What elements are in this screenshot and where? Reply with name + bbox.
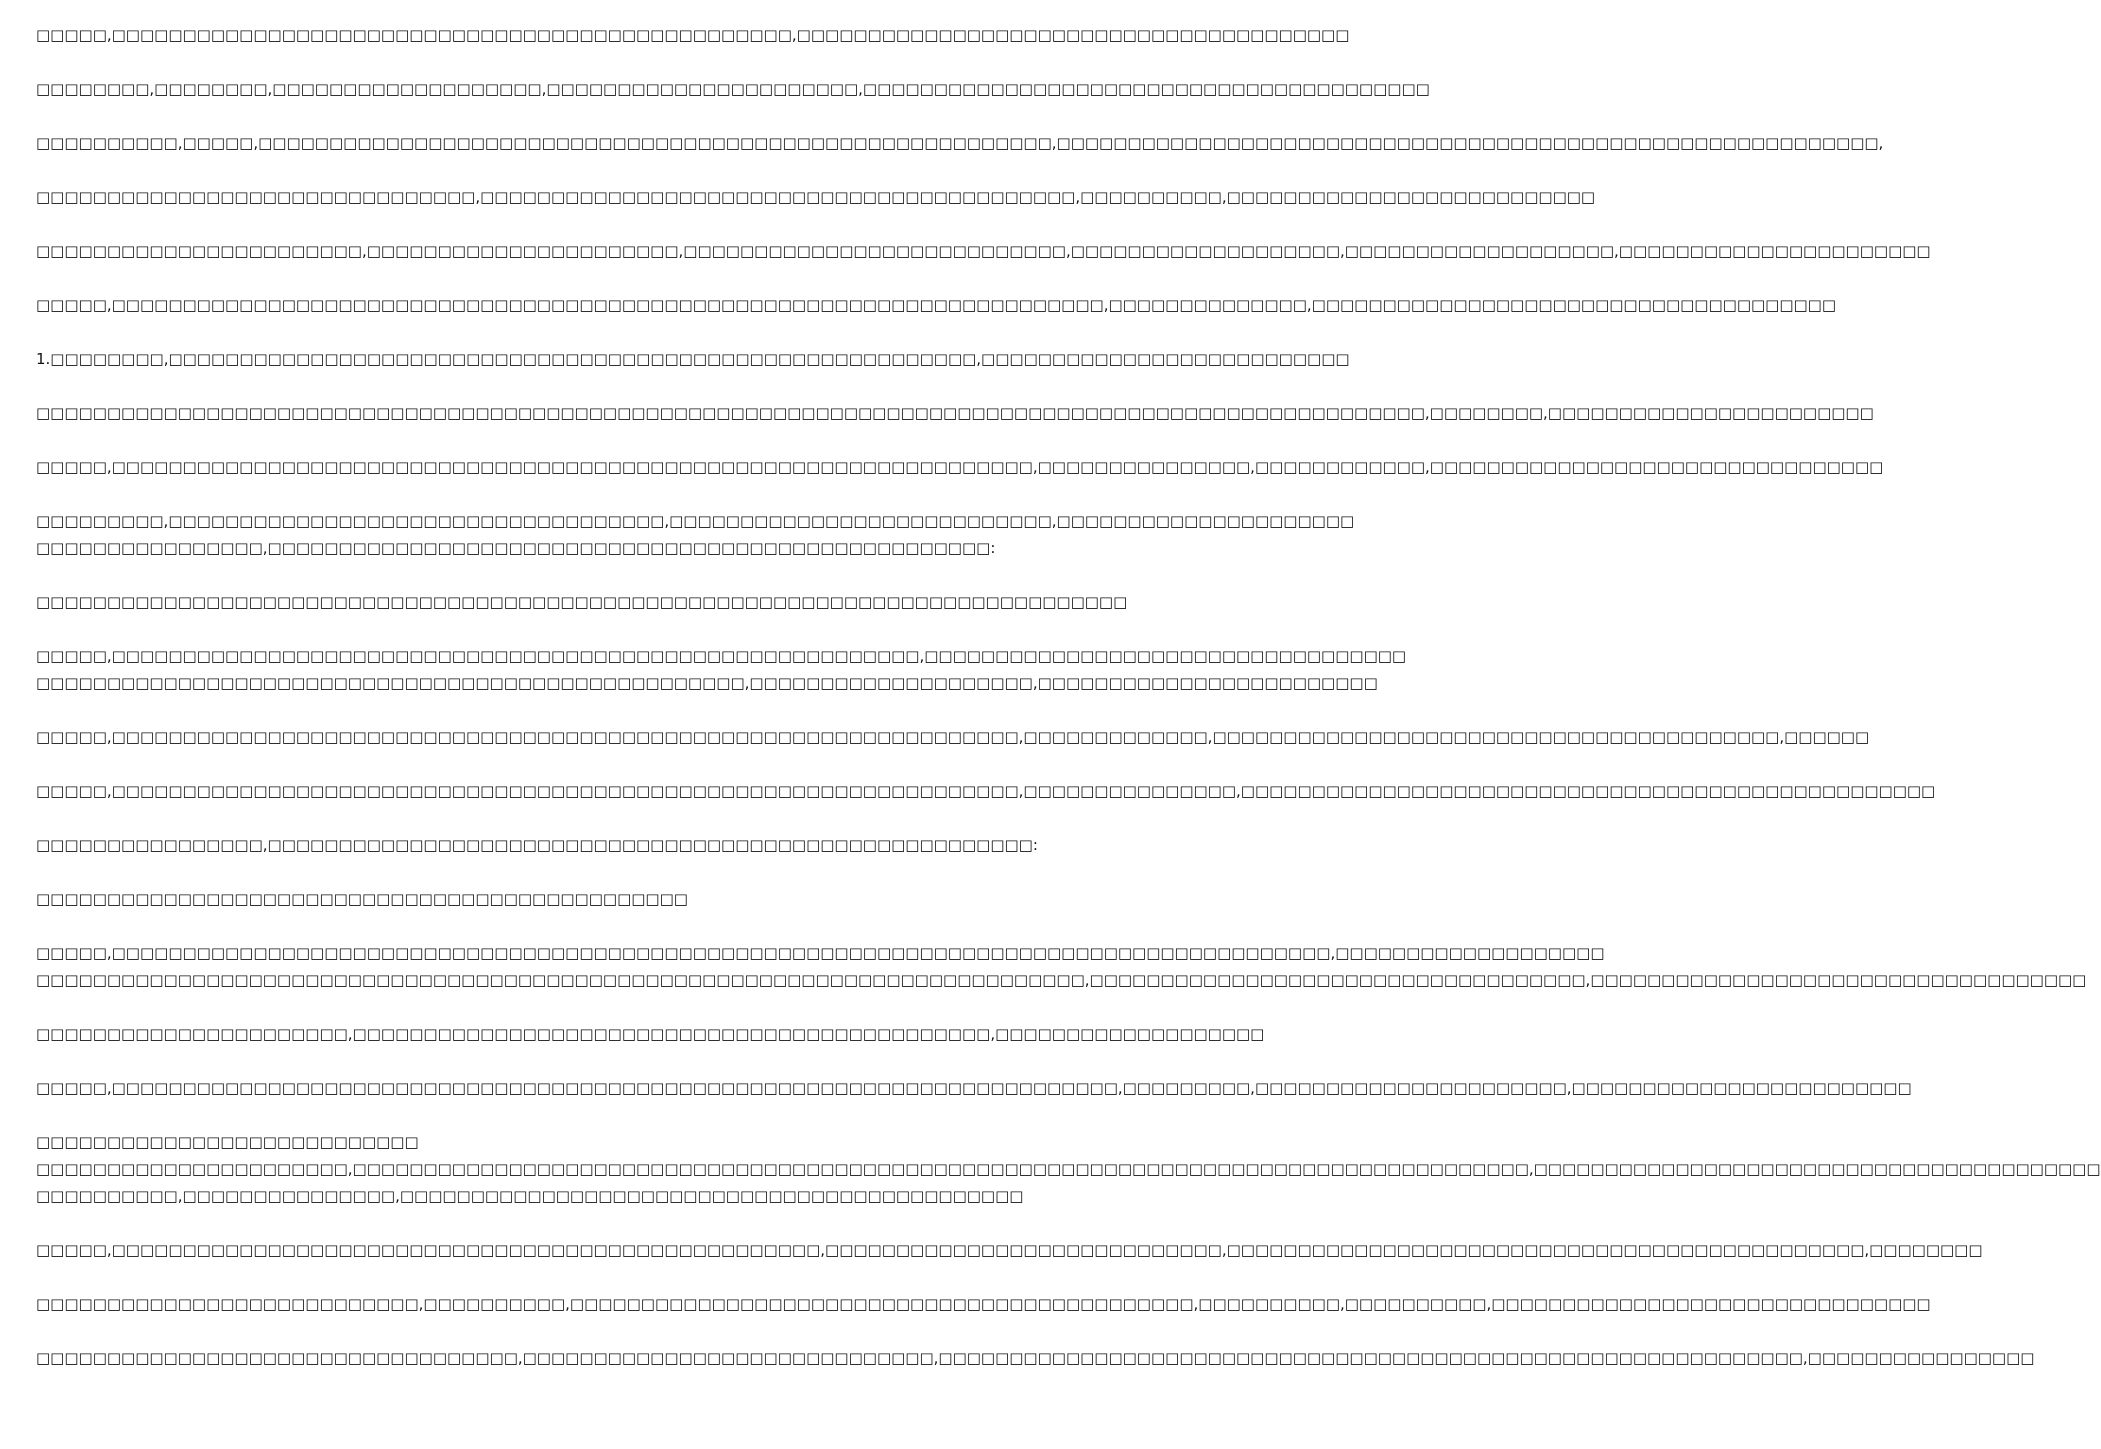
text-line: □□□□□,□□□□□□□□□□□□□□□□□□□□□□□□□□□□□□□□□□□□□□□□□□□□□□□□□□□□□□□□□□□□□□□□,□□□□□□□□□□□□□□□,□□□□□□□□□□□□□□□□□□□□□□□□□□□□□□□□□□□□□□□□□□□□□□□□□ xyxy=(36,782,1936,800)
text-line: □□□□□□□□□□□□□□□□□□□□□□□,□□□□□□□□□□□□□□□□□□□□□□,□□□□□□□□□□□□□□□□□□□□□□□□□□□,□□□□□□□□□□□□□□□□□□□,□□□□□□□□□□□□□□□□□□□,□□□□□□□□□□□□□□□□□□□□□□ xyxy=(36,242,1931,260)
text-line: □□□□□□□□□□,□□□□□□□□□□□□□□□,□□□□□□□□□□□□□□□□□□□□□□□□□□□□□□□□□□□□□□□□□□□□ xyxy=(36,1187,1024,1205)
document-body xyxy=(36,22,2101,1399)
paragraph-4 xyxy=(36,184,1596,211)
paragraph-11 xyxy=(36,589,1128,616)
paragraph-3 xyxy=(36,130,1884,157)
text-line: □□□□□□□□□□□□□□□□□□□□□□,□□□□□□□□□□□□□□□□□□□□□□□□□□□□□□□□□□□□□□□□□□□□□,□□□□□□□□□□□□□□□□□□□ xyxy=(36,1025,1265,1043)
text-line: □□□□□□□□□□□□□□□□□□□□□□□□□□□□□□□□□□□□□□□□□□□□□□□□□□□□□□□□□□□□□□□□□□□□□□□□□□,□□□□□□□□□□□□□□□□□□□□□□□□□□□□□□□□□□□,□□□□□□□□□□□□□□□□□□□□□□□□□□□□□□□□□□□ xyxy=(36,971,2087,989)
paragraph-6 xyxy=(36,292,1837,319)
text-line: □□□□□□□□,□□□□□□□□,□□□□□□□□□□□□□□□□□□□,□□□□□□□□□□□□□□□□□□□□□□,□□□□□□□□□□□□□□□□□□□□□□□□□□□□□□□□□□□□□□□□ xyxy=(36,80,1430,98)
text-line: □□□□□,□□□□□□□□□□□□□□□□□□□□□□□□□□□□□□□□□□□□□□□□□□□□□□□□□□□□□□□□□□□□□□□□,□□□□□□□□□□□□□,□□□□□□□□□□□□□□□□□□□□□□□□□□□□□□□□□□□□□□□□,□□□□□□ xyxy=(36,728,1870,746)
paragraph-12 xyxy=(36,643,1407,697)
text-line: □□□□□□□□□□□□□□□□□□□□□□□□□□□,□□□□□□□□□□,□□□□□□□□□□□□□□□□□□□□□□□□□□□□□□□□□□□□□□□□□□□□,□□□□□□□□□□,□□□□□□□□□□,□□□□□□□□□□□□□□□□□□□□□□□□□□□□□□□ xyxy=(36,1295,1931,1313)
text-line: □□□□□□□□□□□□□□□□,□□□□□□□□□□□□□□□□□□□□□□□□□□□□□□□□□□□□□□□□□□□□□□□□□□□□□□: xyxy=(36,836,1038,854)
text-line: □□□□□□□□□□□□□□□□□□□□□□□□□□□□□□□□□□□□□□□□□□□□□□□□□□□□□□□□□□□□□□□□□□□□□□□□□□□□□□□□□□□□□□□□□□□□□□□□□□,□□□□□□□□,□□□□□□□□□□□□□□□□□□□□□□□ xyxy=(36,404,1874,422)
paragraph-8 xyxy=(36,400,1874,427)
paragraph-7 xyxy=(36,346,1350,373)
text-line: □□□□□□□□□□□□□□□□□□□□□□,□□□□□□□□□□□□□□□□□□□□□□□□□□□□□□□□□□□□□□□□□□□□□□□□□□□□□□□□□□□□□□□□□□□□□□□□□□□□□□□□□□□,□□□□□□□□□□□□□□□□□□□□□□□□□□□□□□□□□□□□□□□□ xyxy=(36,1160,2101,1178)
paragraph-15 xyxy=(36,832,1038,859)
text-line: □□□□□□□□□□□□□□□□□□□□□□□□□□□□□□□□□□□□□□□□□□□□□□ xyxy=(36,890,688,908)
paragraph-18 xyxy=(36,1021,1265,1048)
paragraph-23 xyxy=(36,1345,2035,1372)
paragraph-5 xyxy=(36,238,1931,265)
paragraph-17 xyxy=(36,940,2087,994)
paragraph-9 xyxy=(36,454,1884,481)
paragraph-16 xyxy=(36,886,989,913)
text-line: □□□□□,□□□□□□□□□□□□□□□□□□□□□□□□□□□□□□□□□□□□□□□□□□□□□□□□□□□□□□□□□□□□□□□□□,□□□□□□□□□□□□□□□,□□□□□□□□□□□□,□□□□□□□□□□□□□□□□□□□□□□□□□□□□□□□□ xyxy=(36,458,1884,476)
paragraph-20 xyxy=(36,1129,2101,1210)
text-line: □□□□□□□□□□,□□□□□,□□□□□□□□□□□□□□□□□□□□□□□□□□□□□□□□□□□□□□□□□□□□□□□□□□□□□□□□,□□□□□□□□□□□□□□□□□□□□□□□□□□□□□□□□□□□□□□□□□□□□□□□□□□□□□□□□□□, xyxy=(36,134,1884,152)
text-line: □□□□□□□□□,□□□□□□□□□□□□□□□□□□□□□□□□□□□□□□□□□□□,□□□□□□□□□□□□□□□□□□□□□□□□□□□,□□□□□□□□□□□□□□□□□□□□□ xyxy=(36,512,1355,530)
text-line: □□□□□□□□□□□□□□□□□□□□□□□□□□□□□□□□□□□□□□□□□□□□□□□□□□,□□□□□□□□□□□□□□□□□□□□,□□□□□□□□□□□□□□□□□□□□□□□□ xyxy=(36,674,1378,692)
text-line: □□□□□,□□□□□□□□□□□□□□□□□□□□□□□□□□□□□□□□□□□□□□□□□□□□□□□□□□□□□□□□□,□□□□□□□□□□□□□□□□□□□□□□□□□□□□□□□□□□ xyxy=(36,647,1407,665)
text-line: □□□□□□□□□□□□□□□□□□□□□□□□□□□□□□□□□□,□□□□□□□□□□□□□□□□□□□□□□□□□□□□□,□□□□□□□□□□□□□□□□□□□□□□□□□□□□□□□□□□□□□□□□□□□□□□□□□□□□□□□□□□□□□,□□□□□□□□□□□□□□□□ xyxy=(36,1349,2035,1367)
paragraph-1 xyxy=(36,22,1350,49)
paragraph-10 xyxy=(36,508,1355,562)
text-line: 1.□□□□□□□□,□□□□□□□□□□□□□□□□□□□□□□□□□□□□□□□□□□□□□□□□□□□□□□□□□□□□□□□□□,□□□□□□□□□□□□□□□□□□□□□□□□□□ xyxy=(36,350,1350,368)
paragraph-19 xyxy=(36,1075,1912,1102)
paragraph-22 xyxy=(36,1291,1931,1318)
text-line: □□□□□□□□□□□□□□□□□□□□□□□□□□□ xyxy=(36,1133,419,1151)
text-line: □□□□□,□□□□□□□□□□□□□□□□□□□□□□□□□□□□□□□□□□□□□□□□□□□□□□□□□□□□□□□□□□□□□□□□□□□□□□,□□□□□□□□□□□□□□,□□□□□□□□□□□□□□□□□□□□□□□□□□□□□□□□□□□□□ xyxy=(36,296,1837,314)
text-line: □□□□□,□□□□□□□□□□□□□□□□□□□□□□□□□□□□□□□□□□□□□□□□□□□□□□□□□□□□□□□□□□□□□□□□□□□□□□□,□□□□□□□□□,□□□□□□□□□□□□□□□□□□□□□□,□□□□□□□□□□□□□□□□□□□□□□□□ xyxy=(36,1079,1912,1097)
text-line: □□□□□,□□□□□□□□□□□□□□□□□□□□□□□□□□□□□□□□□□□□□□□□□□□□□□□□□□,□□□□□□□□□□□□□□□□□□□□□□□□□□□□,□□□□□□□□□□□□□□□□□□□□□□□□□□□□□□□□□□□□□□□□□□□□□,□□□□□□□□ xyxy=(36,1241,1983,1259)
text-line: □□□□□,□□□□□□□□□□□□□□□□□□□□□□□□□□□□□□□□□□□□□□□□□□□□□□□□,□□□□□□□□□□□□□□□□□□□□□□□□□□□□□□□□□□□□□□□ xyxy=(36,26,1350,44)
paragraph-2 xyxy=(36,76,1430,103)
paragraph-14 xyxy=(36,778,1936,805)
paragraph-21 xyxy=(36,1237,1983,1264)
text-line: □□□□□□□□□□□□□□□□□□□□□□□□□□□□□□□□□□□□□□□□□□□□□□□□□□□□□□□□□□□□□□□□□□□□□□□□□□□□□ xyxy=(36,593,1128,611)
text-line: □□□□□,□□□□□□□□□□□□□□□□□□□□□□□□□□□□□□□□□□□□□□□□□□□□□□□□□□□□□□□□□□□□□□□□□□□□□□□□□□□□□□□□□□□□□□,□□□□□□□□□□□□□□□□□□□ xyxy=(36,944,1605,962)
text-line: □□□□□□□□□□□□□□□□,□□□□□□□□□□□□□□□□□□□□□□□□□□□□□□□□□□□□□□□□□□□□□□□□□□□: xyxy=(36,539,996,557)
text-line: □□□□□□□□□□□□□□□□□□□□□□□□□□□□□□□,□□□□□□□□□□□□□□□□□□□□□□□□□□□□□□□□□□□□□□□□□□,□□□□□□□□□□,□□□□□□□□□□□□□□□□□□□□□□□□□□ xyxy=(36,188,1596,206)
paragraph-13 xyxy=(36,724,1870,751)
